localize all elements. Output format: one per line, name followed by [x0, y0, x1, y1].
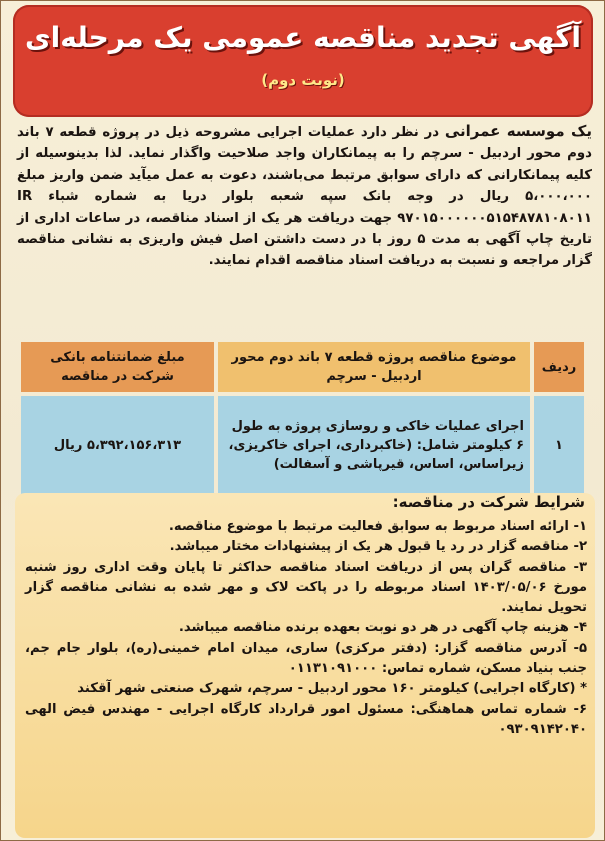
- header-guarantee-amount: مبلغ ضمانتنامه بانکی شرکت در مناقصه: [21, 342, 214, 392]
- conditions-list: [25, 517, 587, 740]
- condition-item-1: ۱- ارائه اسناد مربوط به سوابق فعالیت مرتبط با موضوع مناقصه.: [168, 519, 587, 534]
- conditions-section: [15, 493, 595, 838]
- row-guarantee-amount: ۵،۳۹۲،۱۵۶،۳۱۳ ریال: [21, 396, 214, 494]
- row-subject: اجرای عملیات خاکی و روسازی پروژه به طول ۶ کیلومتر شامل: (خاکبرداری، اجرای خاکریزی، زیراساس، اساس، قیرپاشی و آسفالت): [218, 396, 530, 494]
- notice-round: (نوبت دوم): [261, 71, 345, 89]
- row-number: ۱: [534, 396, 584, 494]
- condition-item-workshop: * (کارگاه اجرایی) کیلومتر ۱۶۰ محور اردبیل - سرچم، شهرک صنعتی شهر آقکند: [77, 681, 587, 697]
- condition-item-4: ۴- هزینه چاپ آگهی در هر دو نوبت بعهده برنده مناقصه میباشد.: [178, 620, 587, 636]
- conditions-title: شرایط شرکت در مناقصه:: [392, 493, 585, 511]
- condition-item-6: ۶- شماره تماس هماهنگی: مسئول امور قرارداد کارگاه اجرایی - مهندس فیض الهی ۰۹۳۰۹۱۴۲۰۴۰: [25, 701, 587, 737]
- header-row-number: ردیف: [534, 342, 584, 392]
- tender-table: [17, 338, 588, 498]
- condition-item-3: ۳- مناقصه گران پس از دریافت اسناد مناقصه حداکثر تا پایان وقت اداری روز شنبه مورخ ۱۴۰۳/۰۵/۰۶ اسناد مربوطه را در پاکت لاک و مهر شده به نشانی مناقصه گزار تحویل نمایند.: [25, 559, 587, 616]
- table-row: [21, 396, 584, 494]
- intro-paragraph: [17, 121, 592, 272]
- notice-header: [13, 5, 593, 117]
- intro-text: در نظر دارد عملیات اجرایی مشروحه ذیل در پروژه قطعه ۷ باند دوم محور اردبیل - سرچم را به پیمانکاران واجد صلاحیت واگذار نماید. لذا بدینوسیله از کلیه پیمانکارانی که دارای سوابق مرتبط می‌باشند، دعوت به عمل میآید ضمن واریز مبلغ ۵،۰۰۰،۰۰۰ ریال در وجه بانک سپه شعبه بلوار دریا به شماره شباء IR ۹۷۰۱۵۰۰۰۰۰۰۵۱۵۴۸۷۸۱۰۸۰۱۱ جهت دریافت هر یک از اسناد مناقصه، در ساعات اداری از تاریخ چاپ آگهی به مدت ۵ روز با در دست داشتن اصل فیش واریزی به نشانی مناقصه گزار مراجعه و نسبت به دریافت اسناد مناقصه اقدام نمایند.: [17, 125, 592, 269]
- condition-item-2: ۲- مناقصه گزار در رد یا قبول هر یک از پیشنهادات مختار میباشد.: [169, 539, 587, 555]
- condition-item-5: ۵- آدرس مناقصه گزار: (دفتر مرکزی) ساری، میدان امام خمینی(ره)، بلوار جام جم، جنب بنیاد مسکن، شماره تماس: ۰۱۱۳۱۰۹۱۰۰۰: [25, 640, 587, 677]
- intro-lead: یک موسسه عمرانی: [444, 122, 592, 140]
- notice-title: آگهی تجدید مناقصه عمومی یک مرحله‌ای: [24, 21, 582, 54]
- table-header-row: [21, 342, 584, 392]
- header-subject: موضوع مناقصه پروژه قطعه ۷ باند دوم محور اردبیل - سرچم: [218, 342, 530, 392]
